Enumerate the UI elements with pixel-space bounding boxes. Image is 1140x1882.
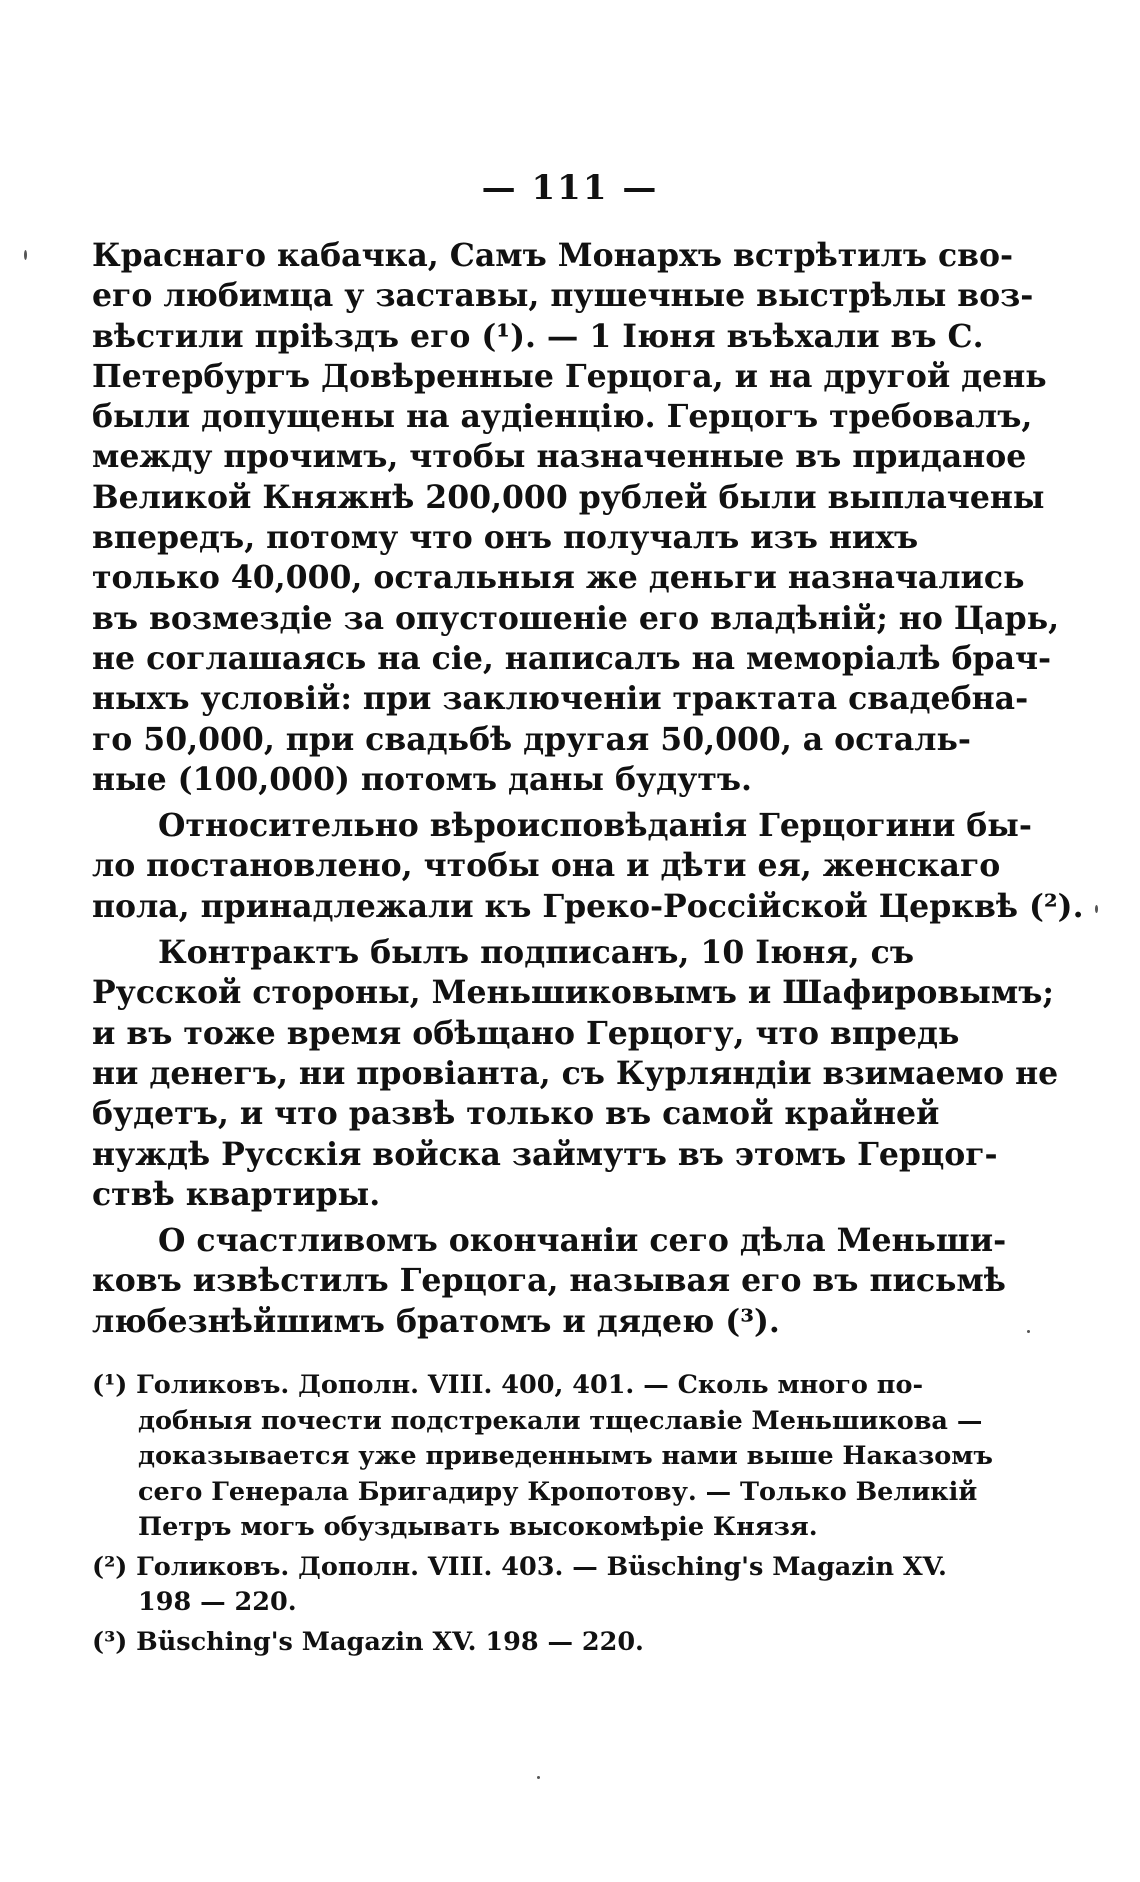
text-line: ковъ извѣстилъ Герцога, называя его въ письмѣ bbox=[92, 1262, 1006, 1300]
text-line: ные (100,000) потомъ даны будутъ. bbox=[92, 760, 752, 798]
footnote-line: (²) Голиковъ. Дополн. VIII. 403. — Büsching's Magazin XV. bbox=[92, 1551, 947, 1582]
text-line: между прочимъ, чтобы назначенные въ приданое bbox=[92, 438, 1027, 476]
scan-speck bbox=[1095, 905, 1098, 913]
text-line: Великой Княжнѣ 200,000 рублей были выплачены bbox=[92, 478, 1045, 516]
text-line: пола, принадлежали къ Греко-Россійской Церквѣ (²). bbox=[92, 887, 1084, 925]
scan-speck bbox=[537, 1776, 540, 1779]
text-line: въ возмездіе за опустошеніе его владѣній; но Царь, bbox=[92, 599, 1060, 637]
text-line: были допущены на аудіенцію. Герцогъ требовалъ, bbox=[92, 398, 1033, 436]
main-text bbox=[92, 236, 1084, 1342]
text-line: Петербургъ Довѣренные Герцога, и на другой день bbox=[92, 357, 1047, 395]
paragraph-3 bbox=[92, 933, 1059, 1215]
text-line: его любимца у заставы, пушечные выстрѣлы воз- bbox=[92, 277, 1034, 315]
footnote-line: Петръ могъ обуздывать высокомѣріе Князя. bbox=[138, 1512, 818, 1542]
text-line: любезнѣйшимъ братомъ и дядею (³). bbox=[92, 1302, 780, 1340]
scan-speck bbox=[1027, 1330, 1030, 1333]
text-line: вѣстили пріѣздъ его (¹). — 1 Іюня въѣхали въ С. bbox=[92, 317, 984, 355]
text-line: впередъ, потому что онъ получалъ изъ нихъ bbox=[92, 519, 919, 557]
text-line: го 50,000, при свадьбѣ другая 50,000, а осталь- bbox=[92, 720, 971, 758]
footnote-line: 198 — 220. bbox=[138, 1587, 297, 1617]
text-line: О счастливомъ окончаніи сего дѣла Меньши- bbox=[158, 1222, 1007, 1260]
text-line: Относительно вѣроисповѣданія Герцогини бы- bbox=[158, 807, 1032, 845]
paragraph-2 bbox=[92, 806, 1084, 927]
text-line: нуждѣ Русскія войска займутъ въ этомъ Герцог- bbox=[92, 1135, 998, 1173]
text-line: будетъ, и что развѣ только въ самой крайней bbox=[92, 1095, 940, 1133]
footnote-2 bbox=[92, 1550, 947, 1621]
footnote-line: (¹) Голиковъ. Дополн. VIII. 400, 401. — Сколь много по- bbox=[92, 1370, 924, 1400]
paragraph-4 bbox=[92, 1221, 1007, 1342]
text-line: Русской стороны, Меньшиковымъ и Шафировымъ; bbox=[92, 974, 1054, 1012]
text-line: ни денегъ, ни провіанта, съ Курляндіи взимаемо не bbox=[92, 1054, 1059, 1092]
footnote-line: сего Генерала Бригадиру Кропотову. — Только Великій bbox=[138, 1476, 978, 1507]
scan-speck bbox=[24, 250, 27, 260]
footnotes bbox=[92, 1368, 993, 1660]
paragraph-1 bbox=[92, 236, 1060, 800]
footnote-1 bbox=[92, 1368, 993, 1546]
text-line: и въ тоже время обѣщано Герцогу, что впредь bbox=[92, 1014, 960, 1052]
text-line: ствѣ квартиры. bbox=[92, 1175, 381, 1213]
footnote-line: добныя почести подстрекали тщеславіе Меньшикова — bbox=[138, 1405, 983, 1436]
footnote-3 bbox=[92, 1625, 914, 1661]
text-line: ныхъ условій: при заключеніи трактата свадебна- bbox=[92, 680, 1029, 718]
text-line: только 40,000, остальныя же деньги назначались bbox=[92, 559, 1025, 597]
text-line: Краснаго кабачка, Самъ Монархъ встрѣтилъ сво- bbox=[92, 237, 1014, 274]
footnote-line: (³) Büsching's Magazin XV. 198 — 220. bbox=[92, 1626, 644, 1657]
footnote-line: доказывается уже приведеннымъ нами выше Наказомъ bbox=[138, 1441, 993, 1471]
text-line: не соглашаясь на сіе, написалъ на меморіалѣ брач- bbox=[92, 639, 1052, 677]
text-line: Контрактъ былъ подписанъ, 10 Іюня, съ bbox=[158, 934, 914, 972]
text-line: ло постановлено, чтобы она и дѣти ея, женскаго bbox=[92, 847, 1001, 885]
page-number: — 111 — bbox=[481, 168, 659, 208]
